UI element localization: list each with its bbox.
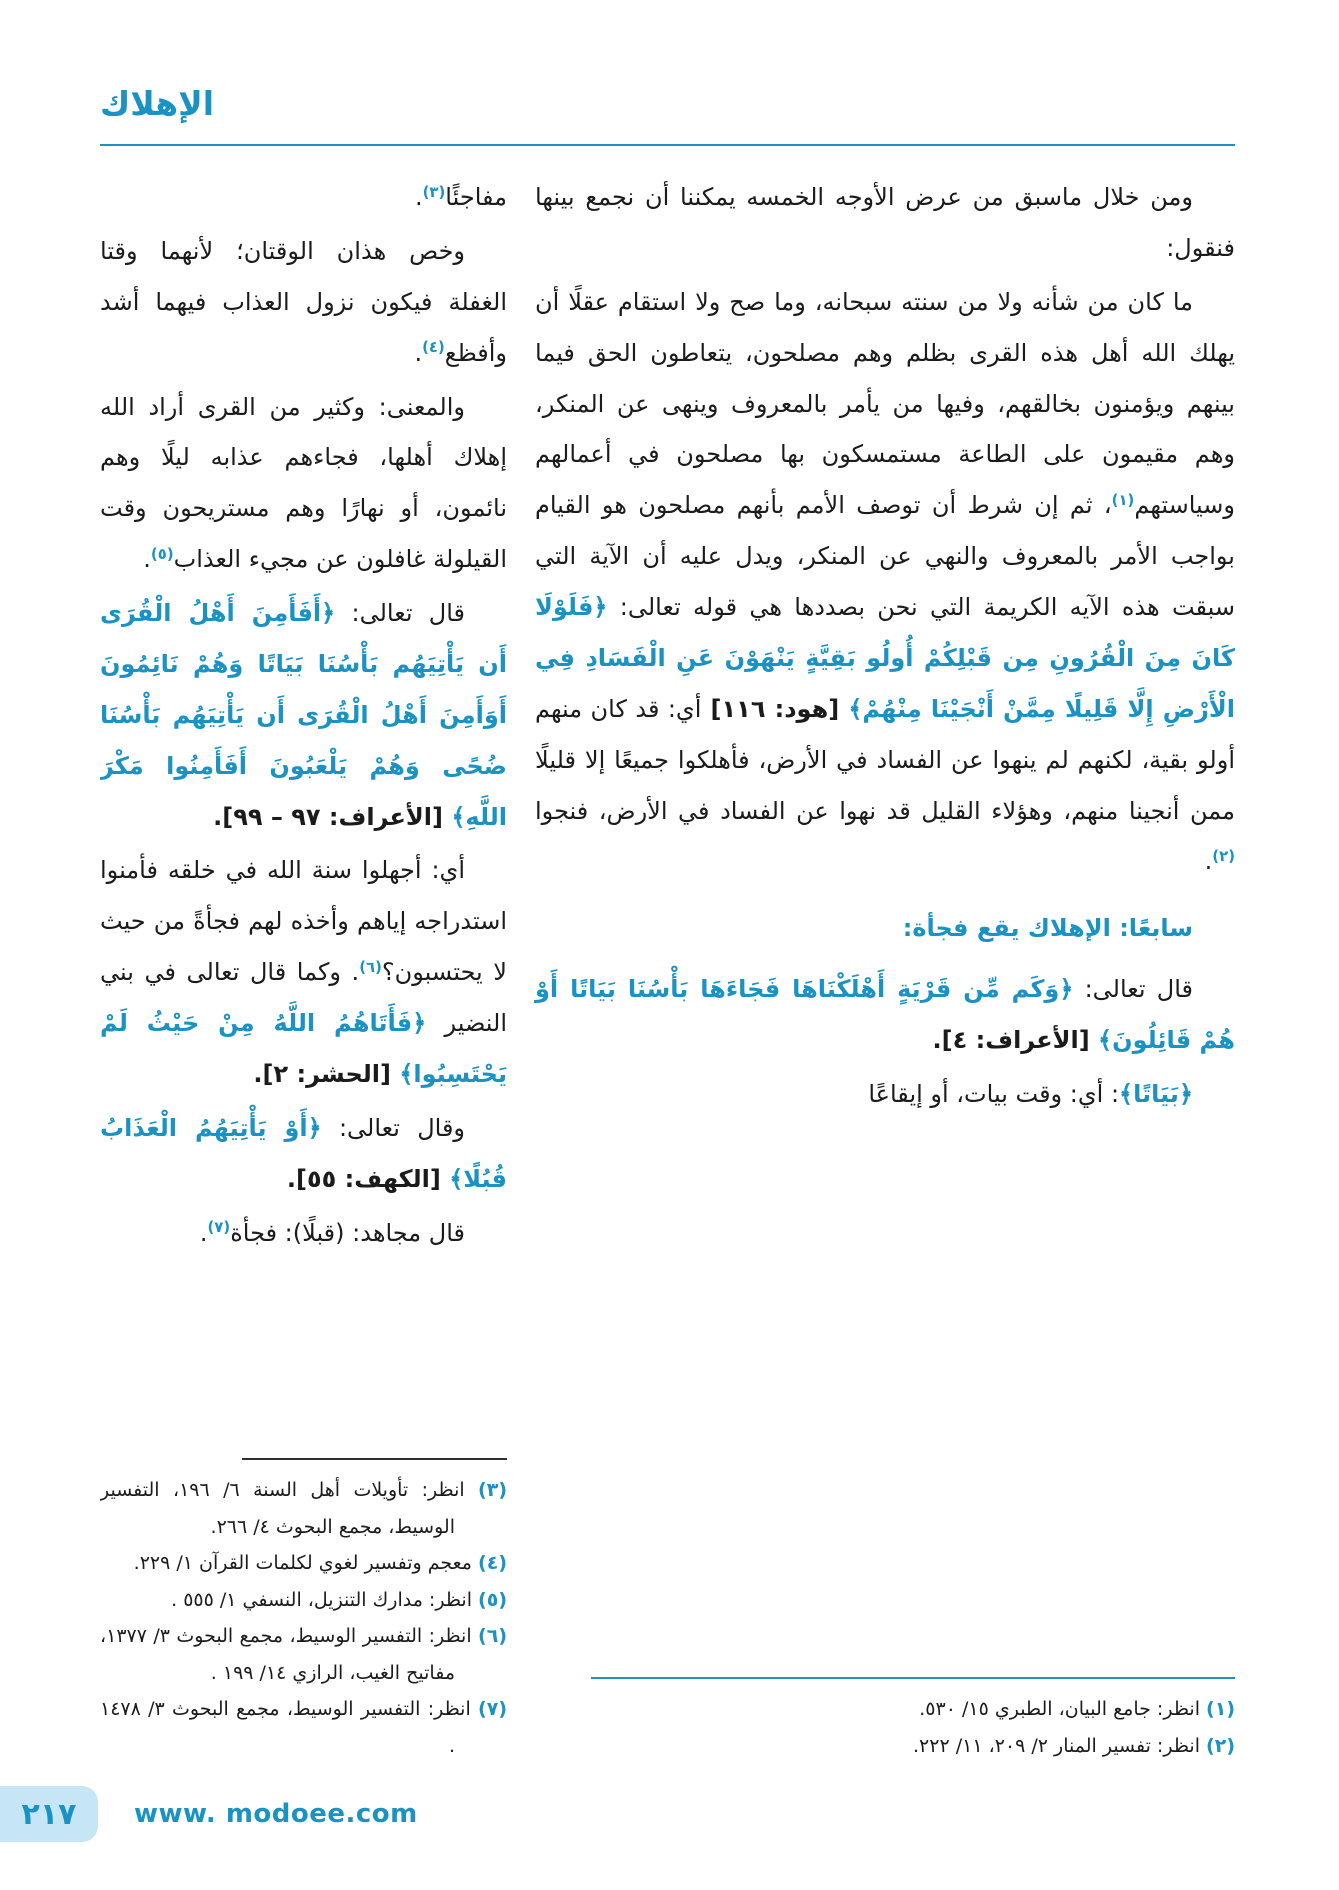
verse-reference: [الأعراف: ٤].	[932, 1026, 1099, 1054]
footnote-ref: (٥)	[150, 544, 174, 563]
paragraph	[100, 172, 507, 223]
page-number: ٢١٧	[21, 1796, 77, 1832]
footnote-text: انظر: تأويلات أهل السنة ٦/ ١٩٦، التفسير الوسيط، مجمع البحوث ٤/ ٢٦٦.	[100, 1479, 479, 1538]
footnote	[100, 1618, 507, 1691]
footnote-text: انظر: تفسير المنار ٢/ ٢٠٩، ١١/ ٢٢٢.	[912, 1734, 1207, 1757]
text-run: .	[414, 338, 423, 367]
paragraph	[100, 226, 507, 379]
paragraph	[100, 382, 507, 586]
quran-verse: ﴿وَكَم مِّن قَرْيَةٍ أَهْلَكْنَاهَا فَجَاءَهَا بَأْسُنَا بَيَاتًا أَوْ هُمْ قَائِلُونَ﴾	[535, 975, 1235, 1054]
paragraph	[535, 277, 1235, 888]
footnote	[100, 1472, 507, 1545]
footnotes-section	[535, 1667, 1235, 1764]
column-right	[535, 172, 1235, 1764]
text-run: والمعنى: وكثير من القرى أراد الله إهلاك أهلها، فجاءهم عذابه ليلًا وهم نائمون، أو نهارًا وهم مستريحون وقت القيلولة غافلون عن مجيء العذاب	[100, 392, 507, 574]
paragraph-list	[535, 172, 1235, 1123]
footnote	[100, 1582, 507, 1618]
heading-text: سابعًا: الإهلاك يقع فجأة:	[902, 914, 1193, 943]
footnote-text: انظر: مدارك التنزيل، النسفي ١/ ٥٥٥ .	[171, 1588, 479, 1611]
footnote	[535, 1728, 1235, 1764]
footnote-separator	[242, 1458, 507, 1460]
footnote	[100, 1691, 507, 1764]
running-title: الإهلاك	[100, 84, 215, 123]
footnote-number: (٢)	[1206, 1734, 1235, 1757]
quran-verse: ﴿فَلَوْلَا كَانَ مِنَ الْقُرُونِ مِن قَبْلِكُمْ أُولُو بَقِيَّةٍ يَنْهَوْنَ عَنِ الْفَسَادِ فِي الْأَرْضِ إِلَّا قَلِيلًا مِمَّنْ أَنْجَيْنَا مِنْهُمْ﴾	[535, 593, 1235, 723]
quran-verse: ﴿فَأَتَاهُمُ اللَّهُ مِنْ حَيْثُ لَمْ يَحْتَسِبُوا﴾	[100, 1009, 507, 1088]
footnote-number: (١)	[1206, 1698, 1235, 1721]
verse-reference: [الحشر: ٢].	[253, 1059, 400, 1088]
footnote-text: انظر: التفسير الوسيط، مجمع البحوث ٣/ ١٣٧٧، مفاتيح الغيب، الرازي ١٤/ ١٩٩ .	[100, 1625, 479, 1684]
paragraph	[100, 845, 507, 1099]
website-text: www. modoee.com	[134, 1799, 418, 1829]
text-run: أي: أجهلوا سنة الله في خلقه فأمنوا استدراجه إياهم وأخذه لهم فجأةً من حيث لا يحتسبون؟	[100, 856, 507, 987]
quran-verse: ﴿بَيَاتًا﴾	[1119, 1079, 1193, 1108]
footnote-ref: (١)	[1111, 491, 1135, 510]
text-run: .	[414, 183, 423, 211]
text-run: : أي: وقت بيات، أو إيقاعًا	[868, 1079, 1120, 1108]
text-run: قال مجاهد: (قبلًا): فجأة	[230, 1218, 465, 1247]
text-run: .	[199, 1218, 208, 1247]
text-run: قال تعالى:	[1073, 975, 1193, 1004]
page-header	[100, 84, 1235, 146]
quran-verse: ﴿أَوْ يَأْتِيَهُمُ الْعَذَابُ قُبُلًا﴾	[100, 1113, 507, 1193]
verse-reference: [الكهف: ٥٥].	[286, 1164, 450, 1193]
page-number-badge	[0, 1786, 98, 1842]
text-run: مفاجئًا	[445, 183, 507, 211]
verse-reference: [هود: ١١٦]	[701, 694, 849, 723]
footnote-text: انظر: التفسير الوسيط، مجمع البحوث ٣/ ١٤٧٨ .	[100, 1698, 479, 1757]
footnote-list	[535, 1691, 1235, 1764]
footnote	[100, 1545, 507, 1581]
text-run: .	[1204, 847, 1213, 876]
text-run: ما كان من شأنه ولا من سنته سبحانه، وما صح ولا استقام عقلًا أن يهلك الله أهل هذه القرى بظلم وهم مصلحون، يتعاطون الحق فيما بينهم ويؤمنون بخالقهم، وفيها من يأمر بالمعروف وينهى عن المنكر، وهم مقيمون على الطاعة مستمسكون بها مصلحون في أعمالهم وسياستهم	[535, 287, 1235, 520]
text-run: وقال تعالى:	[321, 1113, 466, 1142]
paragraph	[535, 1069, 1235, 1120]
paragraph	[535, 172, 1235, 274]
text-run: وخص هذان الوقتان؛ لأنهما وقتا الغفلة فيكون نزول العذاب فيهما أشد وأفظع	[100, 236, 507, 367]
verse-reference: [الأعراف: ٩٧ – ٩٩].	[213, 802, 452, 831]
footnote-ref: (٧)	[207, 1218, 231, 1237]
text-run: أي: قد كان منهم أولو بقية، لكنهم لم ينهوا عن الفساد في الأرض، فأهلكوا جميعًا إلا قليلًا ممن أنجينا منهم، وهؤلاء القليل قد نهوا عن الفساد في الأرض، فنجوا	[535, 694, 1235, 825]
text-columns	[100, 172, 1235, 1764]
footnote	[535, 1691, 1235, 1727]
footnote-number: (٤)	[478, 1552, 507, 1575]
quran-verse: ﴿أَفَأَمِنَ أَهْلُ الْقُرَى أَن يَأْتِيَهُم بَأْسُنَا بَيَاتًا وَهُمْ نَائِمُونَ أَوَأَمِنَ أَهْلُ الْقُرَى أَن يَأْتِيَهُم بَأْسُنَا ضُحًى وَهُمْ يَلْعَبُونَ أَفَأَمِنُوا مَكْرَ اللَّهِ﴾	[100, 599, 507, 831]
footnote-ref: (٢)	[1212, 847, 1235, 866]
paragraph	[535, 964, 1235, 1066]
footnote-separator	[591, 1677, 1235, 1679]
column-left	[100, 172, 507, 1764]
footnote-ref: (٣)	[422, 182, 446, 201]
footnote-number: (٥)	[478, 1588, 507, 1611]
footnote-list	[100, 1472, 507, 1764]
footnote-ref: (٤)	[422, 338, 445, 357]
paragraph	[100, 1103, 507, 1205]
paragraph-list	[100, 172, 507, 1261]
footnote-number: (٦)	[478, 1625, 507, 1648]
footnote-number: (٣)	[478, 1479, 507, 1502]
text-run: .	[143, 545, 151, 574]
footnote-number: (٧)	[478, 1698, 507, 1721]
text-run: ، ثم إن شرط أن توصف الأمم بأنهم مصلحون هو القيام بواجب الأمر بالمعروف والنهي عن المنكر، ويدل عليه أن الآية التي سبقت هذه الآيه الكريمة التي نحن بصددها هي قوله تعالى:	[535, 491, 1235, 621]
paragraph	[100, 588, 507, 842]
section-heading	[535, 903, 1235, 954]
page-footer	[0, 1786, 418, 1842]
footnote-ref: (٦)	[359, 957, 382, 976]
text-run: . وكما قال تعالى في بني النضير	[100, 958, 507, 1037]
footnote-text: انظر: جامع البيان، الطبري ١٥/ ٥٣٠.	[919, 1698, 1207, 1721]
footnote-text: معجم وتفسير لغوي لكلمات القرآن ١/ ٢٢٩.	[133, 1552, 479, 1575]
footnotes-section	[100, 1448, 507, 1764]
paragraph	[100, 1208, 507, 1259]
text-run: قال تعالى:	[335, 599, 465, 627]
text-run: ومن خلال ماسبق من عرض الأوجه الخمسه يمكننا أن نجمع بينها فنقول:	[535, 183, 1235, 262]
